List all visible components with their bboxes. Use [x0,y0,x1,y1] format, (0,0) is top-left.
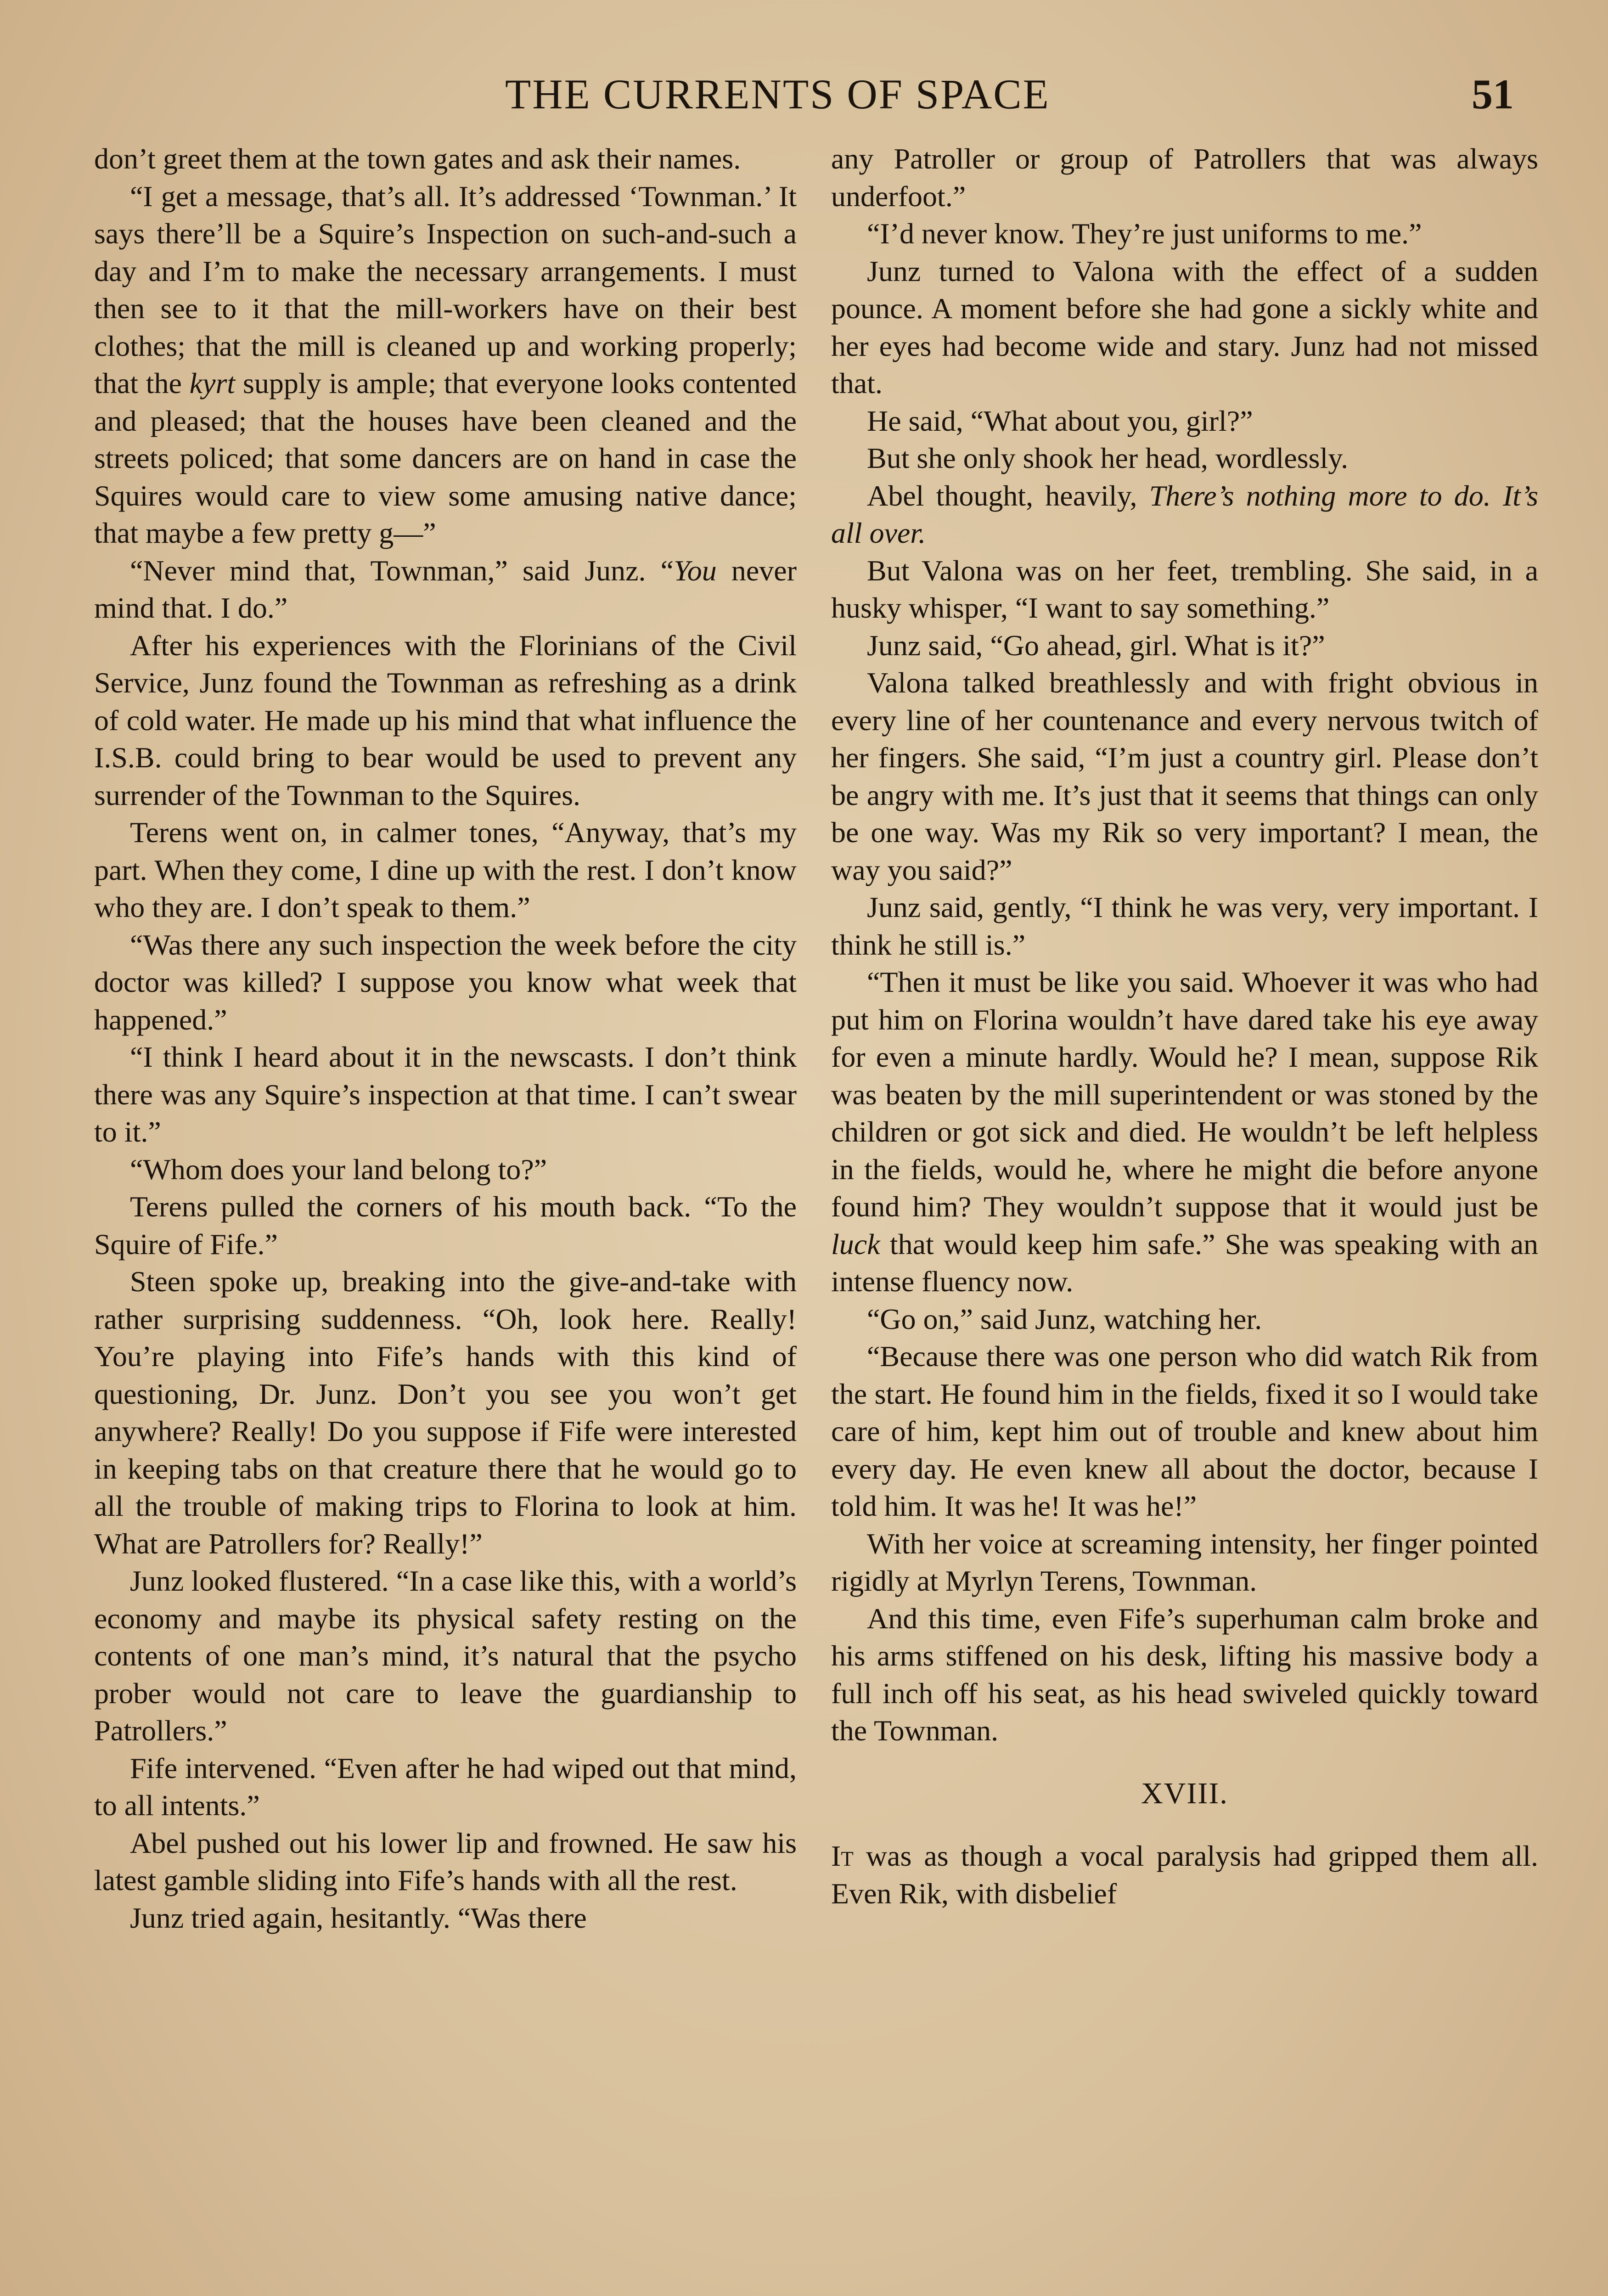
paragraph: “Was there any such inspection the week before the city doctor was killed? I suppose you know what week that happened.” [94,928,797,1036]
paragraph: And this time, even Fife’s superhuman calm broke and his arms stiffened on his desk, lifting his massive body a full inch off his seat, as his head swiveled quickly toward the Townman. [831,1602,1538,1747]
paragraph: Valona talked breathlessly and with fright obvious in every line of her countenance and every nervous twitch of her fingers. She said, “I’m just a country girl. Please don’t be angry with me. It’s just that it seems that things can only be one way. Was my Rik so very important? I mean, the way you said?” [831,666,1538,886]
paragraph: Abel thought, heavily, There’s nothing more to do. It’s all over. [831,479,1539,549]
paragraph: Terens went on, in calmer tones, “Anyway, that’s my part. When they come, I dine up with the rest. I don’t know who they are. I don’t speak to them.” [94,816,797,923]
paragraph: But Valona was on her feet, trembling. She said, in a husky whisper, “I want to say something.” [831,554,1538,624]
running-head [0,67,1608,122]
paragraph: It was as though a vocal paralysis had gripped them all. Even Rik, with disbelief [831,1840,1538,1910]
paragraph: Junz said, gently, “I think he was very, very important. I think he still is.” [831,891,1538,961]
paragraph: “I’d never know. They’re just uniforms to me.” [867,217,1422,250]
paragraph: “Go on,” said Junz, watching her. [867,1302,1262,1335]
paragraph: “I get a message, that’s all. It’s addressed ‘Townman.’ It says there’ll be a Squire’s Inspection on such-and-such a day and I’m to make the necessary arrangements. I must then see to it that the mill-workers have on their best clothes; that the mill is cleaned up and working properly; that the kyrt supply is ample; that everyone looks contented and pleased; that the houses have been cleaned and the streets policed; that some dancers are on hand in case the Squires would care to view some amusing native dance; that maybe a few pretty g—” [94,180,797,549]
paragraph: Junz turned to Valona with the effect of a sudden pounce. A moment before she had gone a sickly white and her eyes had become wide and stary. Junz had not missed that. [831,254,1538,400]
right-column [831,140,1538,1912]
paragraph: Junz tried again, hesitantly. “Was there [130,1901,587,1934]
page-number: 51 [1472,71,1514,118]
paragraph: any Patroller or group of Patrollers that was always underfoot.” [831,142,1538,213]
paragraph: Terens pulled the corners of his mouth back. “To the Squire of Fife.” [94,1190,797,1261]
paragraph: He said, “What about you, girl?” [867,404,1253,437]
left-column [94,140,797,1936]
paragraph: Abel pushed out his lower lip and frowned. He saw his latest gamble sliding into Fife’s hands with all the rest. [94,1826,797,1896]
paragraph: Steen spoke up, breaking into the give-and-take with rather surprising suddenness. “Oh, look here. Really! You’re playing into Fife’s hands with this kind of questioning, Dr. Junz. Don’t you see you won’t get anywhere? Really! Do you suppose if Fife were interested in keeping tabs on that creature there that he would go to all the trouble of making trips to Florina to look at him. What are Patrollers for? Really!” [94,1265,797,1560]
paragraph: “Then it must be like you said. Whoever it was who had put him on Florina wouldn’t have dared take his eye away for even a minute hardly. Would he? I mean, suppose Rik was beaten by the mill superintendent or was stoned by the children or got sick and died. He wouldn’t be left helpless in the fields, would he, where he might die before anyone found him? They wouldn’t suppose that it would just be luck that would keep him safe.” She was speaking with an intense fluency now. [831,966,1538,1298]
paragraph: “Whom does your land belong to?” [130,1153,547,1186]
paragraph: But she only shook her head, wordlessly. [867,442,1349,474]
paragraph: With her voice at screaming intensity, her finger pointed rigidly at Myrlyn Terens, Townman. [831,1527,1538,1597]
paragraph: After his experiences with the Florinians of the Civil Service, Junz found the Townman as refreshing as a drink of cold water. He made up his mind that what influence the I.S.B. could bring to bear would be used to prevent any surrender of the Townman to the Squires. [94,629,797,811]
chapter-heading: XVIII. [1141,1776,1228,1810]
paragraph: “Never mind that, Townman,” said Junz. “You never mind that. I do.” [94,554,797,624]
paragraph: Fife intervened. “Even after he had wiped out that mind, to all intents.” [94,1751,797,1822]
paragraph: Junz said, “Go ahead, girl. What is it?” [867,629,1325,662]
running-title: THE CURRENTS OF SPACE [505,71,1050,118]
paragraph: Junz looked flustered. “In a case like this, with a world’s economy and maybe its physical safety resting on the contents of one man’s mind, it’s natural that the psycho prober would not care to leave the guardianship to Patrollers.” [94,1564,797,1747]
paragraph: don’t greet them at the town gates and ask their names. [94,142,741,175]
paragraph: “Because there was one person who did watch Rik from the start. He found him in the fields, fixed it so I would take care of him, kept him out of trouble and knew about him every day. He even knew all about the doctor, because I told him. It was he! It was he!” [831,1340,1538,1522]
paragraph: “I think I heard about it in the newscasts. I don’t think there was any Squire’s inspection at that time. I can’t swear to it.” [94,1041,797,1148]
